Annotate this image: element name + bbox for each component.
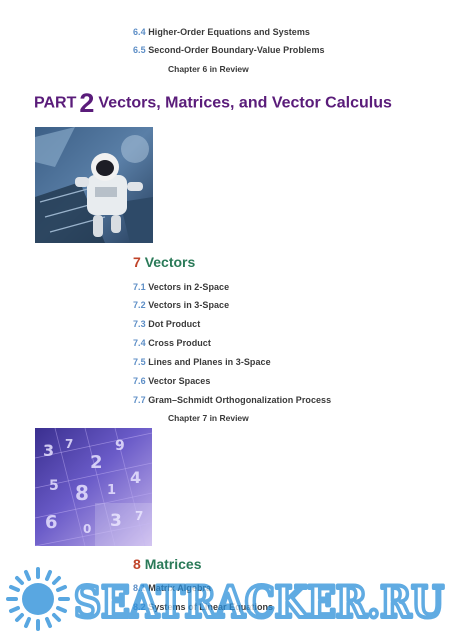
svg-text:1: 1: [107, 483, 117, 498]
section-number: 7.6: [133, 376, 146, 386]
toc-entry-7-7[interactable]: [133, 395, 331, 405]
toc-entry-6-4[interactable]: [133, 27, 310, 37]
watermark: [0, 565, 454, 635]
section-title: Vector Spaces: [148, 376, 211, 386]
svg-text:2: 2: [90, 452, 103, 473]
section-title: Higher-Order Equations and Systems: [148, 27, 310, 37]
section-title: Vectors in 2-Space: [148, 282, 230, 292]
section-title: Systems of Linear Equations: [148, 602, 274, 612]
section-number: 6.4: [133, 27, 146, 37]
section-title: Matrix Algebra: [148, 583, 212, 593]
svg-text:3: 3: [43, 441, 55, 460]
svg-text:7: 7: [135, 509, 144, 523]
toc-entry-7-6[interactable]: [133, 376, 210, 386]
chapter8-image: [35, 428, 152, 546]
section-number: 7.3: [133, 319, 146, 329]
section-number: 7.4: [133, 338, 146, 348]
watermark-text: SEATRACKER.RU: [74, 578, 444, 628]
section-title: Lines and Planes in 3-Space: [148, 357, 271, 367]
section-number: 8.1: [133, 583, 146, 593]
section-number: 7.5: [133, 357, 146, 367]
svg-text:5: 5: [49, 478, 59, 494]
chapter-title: Matrices: [144, 556, 202, 572]
svg-text:7: 7: [65, 437, 74, 451]
section-title: Gram–Schmidt Orthogonalization Process: [148, 395, 332, 405]
section-number: 6.5: [133, 45, 146, 55]
section-title: Second-Order Boundary-Value Problems: [148, 45, 325, 55]
part-heading: [34, 88, 392, 119]
toc-entry-6-5[interactable]: [133, 45, 325, 55]
toc-entry-chapter-6-review[interactable]: Chapter 6 in Review: [168, 64, 249, 74]
chapter-title: Vectors: [144, 254, 196, 270]
toc-entry-7-1[interactable]: [133, 282, 229, 292]
section-number: 7.7: [133, 395, 146, 405]
toc-entry-chapter-7-review[interactable]: Chapter 7 in Review: [168, 413, 249, 423]
svg-text:8: 8: [75, 481, 89, 505]
toc-entry-7-5[interactable]: [133, 357, 271, 367]
section-number: 7.1: [133, 282, 146, 292]
section-number: 8.2: [133, 602, 146, 612]
chapter-number: 8: [133, 556, 141, 572]
part-title: Vectors, Matrices, and Vector Calculus: [98, 94, 392, 112]
section-title: Dot Product: [148, 319, 201, 329]
section-title: Vectors in 3-Space: [148, 300, 230, 310]
svg-text:9: 9: [115, 438, 125, 454]
svg-text:0: 0: [83, 522, 92, 536]
sun-logo-icon: [8, 569, 68, 629]
chapter-number: 7: [133, 254, 141, 270]
toc-entry-7-4[interactable]: [133, 338, 211, 348]
part2-image: [35, 127, 153, 243]
toc-entry-7-3[interactable]: [133, 319, 200, 329]
part-label: PART: [34, 94, 77, 112]
chapter-7-heading[interactable]: [133, 254, 195, 270]
svg-text:6: 6: [45, 512, 58, 533]
section-number: 7.2: [133, 300, 146, 310]
toc-entry-7-2[interactable]: [133, 300, 229, 310]
svg-text:4: 4: [130, 468, 142, 487]
section-title: Cross Product: [148, 338, 211, 348]
svg-text:3: 3: [110, 511, 122, 531]
part-number: 2: [79, 88, 95, 118]
